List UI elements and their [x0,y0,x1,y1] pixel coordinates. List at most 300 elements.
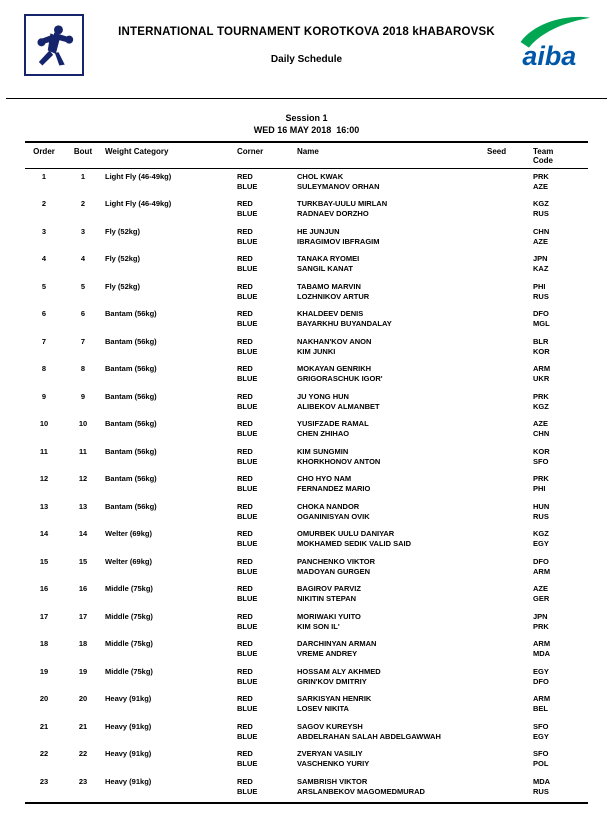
order-cell: 12 [39,474,49,483]
bout-row-red [25,664,588,677]
corner-cell: RED [237,639,253,648]
bout-cell: 9 [80,391,86,401]
order-cell: 19 [39,666,49,676]
seed-cell [485,719,531,732]
order-cell: 5 [41,281,47,291]
bout-cell: 6 [80,309,86,318]
bout-cell: 21 [78,721,88,731]
name-cell: LOZHNIKOV ARTUR [297,291,370,301]
bout-row-blue [25,787,588,803]
team-cell: PRK [533,391,549,401]
bout-row-red [25,252,588,265]
seed-cell [485,637,531,650]
bout-cell [63,567,103,582]
order-cell: 22 [39,749,49,758]
team-cell: EGY [533,731,549,741]
name-cell: OMURBEK UULU DANIYAR [297,529,395,538]
corner-cell: BLUE [237,731,258,741]
weight-cell: Light Fly (46-49kg) [105,199,172,208]
order-cell: 2 [41,199,47,208]
corner-cell: RED [237,364,253,373]
weight-cell: Fly (52kg) [105,281,141,291]
corner-cell: RED [237,584,253,593]
order-cell [25,319,63,334]
order-cell: 3 [41,226,47,236]
seed-cell [485,279,531,292]
weight-cell [103,759,235,774]
seed-cell [485,362,531,375]
bout-row-red [25,334,588,347]
team-cell: KOR [533,446,550,456]
col-order: Order [33,147,55,156]
order-cell: 17 [39,611,49,621]
order-cell: 16 [39,584,49,593]
bout-row-blue [25,402,588,417]
name-cell: HE JUNJUN [297,226,340,236]
order-cell: 14 [39,529,49,538]
col-name: Name [297,147,319,156]
order-cell [25,484,63,499]
bout-cell: 15 [78,556,88,566]
seed-cell [485,182,531,197]
order-cell [25,347,63,362]
bout-cell [63,484,103,499]
team-cell: RUS [533,786,549,796]
seed-cell [485,347,531,362]
corner-cell: RED [237,171,253,181]
col-team-line1: Team [533,147,554,156]
order-cell: 4 [41,254,47,263]
bout-row-red [25,362,588,375]
bout-row-blue [25,539,588,554]
bout-row-blue [25,237,588,252]
bout-cell [63,264,103,279]
name-cell: LOSEV NIKITA [297,704,349,713]
bout-cell: 3 [80,226,86,236]
bout-row-blue [25,374,588,389]
bout-row-red [25,499,588,512]
bout-cell [63,622,103,637]
name-cell: MADOYAN GURGEN [297,566,371,576]
bout-cell [63,649,103,664]
team-cell: ARM [533,364,551,373]
seed-cell [485,484,531,499]
corner-cell: RED [237,281,253,291]
bout-cell: 2 [80,199,86,208]
bout-row-blue [25,677,588,692]
name-cell: VREME ANDREY [297,649,358,658]
order-cell: 18 [39,639,49,648]
name-cell: CHEN ZHIHAO [297,429,350,438]
weight-cell: Bantam (56kg) [105,336,157,346]
weight-cell: Middle (75kg) [105,611,153,621]
order-cell [25,374,63,389]
bout-cell: 19 [78,666,88,676]
seed-cell [485,374,531,389]
weight-cell: Fly (52kg) [105,226,141,236]
bout-cell [63,732,103,747]
name-cell: HOSSAM ALY AKHMED [297,666,381,676]
seed-cell [485,704,531,719]
col-team-line2: Code [533,156,553,165]
name-cell: RADNAEV DORZHO [297,209,369,218]
weight-cell: Middle (75kg) [105,639,153,648]
bout-row-red [25,444,588,457]
weight-cell [103,539,235,554]
corner-cell: RED [237,199,253,208]
aiba-logo [515,12,593,76]
corner-cell: RED [237,611,253,621]
seed-cell [485,429,531,444]
bout-cell: 4 [80,254,86,263]
corner-cell: RED [237,501,253,511]
weight-cell [103,429,235,444]
seed-cell [485,417,531,430]
order-cell [25,512,63,527]
seed-cell [485,457,531,472]
corner-cell: BLUE [237,181,258,191]
order-cell: 10 [39,419,49,428]
order-cell [25,622,63,637]
name-cell: GRIN'KOV DMITRIY [297,676,367,686]
bout-row-red [25,279,588,292]
order-cell: 6 [41,309,47,318]
corner-cell: BLUE [237,594,258,603]
order-cell [25,649,63,664]
team-cell: AZE [533,236,548,246]
name-cell: KHORKHONOV ANTON [297,456,381,466]
name-cell: OGANINISYAN OVIK [297,511,370,521]
bout-cell [63,457,103,472]
seed-cell [485,567,531,582]
corner-cell: RED [237,309,253,318]
corner-cell: BLUE [237,346,258,356]
bout-row-blue [25,512,588,527]
col-seed: Seed [487,147,507,156]
bout-row-blue [25,594,588,609]
bout-row-red [25,169,588,182]
order-cell [25,209,63,224]
team-cell: MDA [533,776,551,786]
weight-cell [103,484,235,499]
seed-cell [485,692,531,705]
page-title: INTERNATIONAL TOURNAMENT KOROTKOVA 2018 kHABAROVSK [118,26,495,38]
document-header [0,0,613,92]
corner-cell: BLUE [237,374,258,383]
team-cell: PHI [533,484,546,493]
corner-cell: BLUE [237,621,258,631]
corner-cell: BLUE [237,704,258,713]
boxer-icon [29,19,79,71]
table-header-row [25,142,588,169]
corner-cell: BLUE [237,291,258,301]
bout-row-blue [25,732,588,747]
team-cell: AZE [533,419,548,428]
weight-cell [103,374,235,389]
seed-cell [485,499,531,512]
bout-cell: 22 [78,749,88,758]
bout-row-red [25,747,588,760]
team-cell: BEL [533,704,548,713]
name-cell: GRIGORASCHUK IGOR' [297,374,383,383]
corner-cell: RED [237,749,253,758]
seed-cell [485,774,531,787]
weight-cell [103,237,235,252]
bout-row-blue [25,622,588,637]
corner-cell: RED [237,721,253,731]
corner-cell: BLUE [237,511,258,521]
team-cell: GER [533,594,550,603]
corner-cell: BLUE [237,456,258,466]
bout-cell [63,402,103,417]
bout-cell [63,319,103,334]
bout-row-red [25,389,588,402]
order-cell [25,732,63,747]
weight-cell: Light Fly (46-49kg) [105,171,172,181]
weight-cell [103,649,235,664]
name-cell: MORIWAKI YUITO [297,611,361,621]
corner-cell: BLUE [237,209,258,218]
seed-cell [485,209,531,224]
team-cell: DFO [533,676,549,686]
bout-cell: 5 [80,281,86,291]
weight-cell [103,704,235,719]
col-corner: Corner [237,147,264,156]
team-cell: DFO [533,309,549,318]
team-cell: KGZ [533,529,549,538]
name-cell: ABDELRAHAN SALAH ABDELGAWWAH [297,731,441,741]
weight-cell [103,567,235,582]
corner-cell: RED [237,446,253,456]
team-cell: KGZ [533,401,549,411]
weight-cell: Bantam (56kg) [105,364,157,373]
weight-cell [103,732,235,747]
order-cell: 20 [39,694,49,703]
name-cell: BAGIROV PARVIZ [297,584,361,593]
bout-row-red [25,417,588,430]
seed-cell [485,664,531,677]
name-cell: KIM SON IL' [297,621,340,631]
bout-cell [63,347,103,362]
team-cell: MDA [533,649,551,658]
seed-cell [485,527,531,540]
name-cell: MOKAYAN GENRIKH [297,364,372,373]
team-cell: EGY [533,539,549,548]
corner-cell: RED [237,474,253,483]
weight-cell: Heavy (91kg) [105,776,152,786]
weight-cell [103,594,235,609]
col-team-code [531,142,588,169]
corner-cell: BLUE [237,676,258,686]
name-cell: TANAKA RYOMEI [297,254,360,263]
seed-cell [485,759,531,774]
weight-cell [103,182,235,197]
order-cell [25,402,63,417]
corner-cell: RED [237,776,253,786]
weight-cell: Bantam (56kg) [105,419,157,428]
seed-cell [485,252,531,265]
bout-cell [63,237,103,252]
bout-row-red [25,719,588,732]
bout-row-blue [25,264,588,279]
weight-cell [103,319,235,334]
bout-row-red [25,472,588,485]
name-cell: DARCHINYAN ARMAN [297,639,377,648]
order-cell [25,567,63,582]
weight-cell [103,512,235,527]
schedule-body [25,169,588,803]
bout-cell [63,429,103,444]
bout-row-blue [25,292,588,307]
seed-cell [485,787,531,803]
name-cell: PANCHENKO VIKTOR [297,556,376,566]
seed-cell [485,237,531,252]
corner-cell: BLUE [237,401,258,411]
name-cell: NIKITIN STEPAN [297,594,357,603]
name-cell: SULEYMANOV ORHAN [297,181,380,191]
weight-cell: Welter (69kg) [105,529,152,538]
order-cell: 15 [39,556,49,566]
team-cell: RUS [533,209,549,218]
corner-cell: RED [237,666,253,676]
session-title: Session 1 [285,113,328,123]
team-cell: MGL [533,319,550,328]
order-cell [25,264,63,279]
order-cell [25,539,63,554]
team-cell: PHI [533,281,546,291]
bout-cell: 23 [78,776,88,786]
bout-row-red [25,307,588,320]
team-cell: KAZ [533,264,549,273]
weight-cell [103,457,235,472]
seed-cell [485,472,531,485]
bout-row-blue [25,567,588,582]
corner-cell: RED [237,226,253,236]
seed-cell [485,732,531,747]
seed-cell [485,747,531,760]
seed-cell [485,594,531,609]
seed-cell [485,402,531,417]
order-cell: 21 [39,721,49,731]
bout-row-blue [25,319,588,334]
order-cell [25,704,63,719]
corner-cell: BLUE [237,236,258,246]
weight-cell: Heavy (91kg) [105,749,152,758]
order-cell [25,429,63,444]
team-cell: CHN [533,226,550,236]
bout-cell: 12 [78,474,88,483]
bout-cell: 18 [78,639,88,648]
bout-cell: 11 [79,446,87,456]
session-block [0,112,613,136]
bout-cell: 10 [78,419,88,428]
seed-cell [485,554,531,567]
order-cell [25,237,63,252]
team-cell: RUS [533,291,549,301]
order-cell [25,594,63,609]
team-cell: POL [533,759,549,768]
seed-cell [485,622,531,637]
seed-cell [485,609,531,622]
name-cell: BAYARKHU BUYANDALAY [297,319,392,328]
weight-cell [103,264,235,279]
corner-cell: BLUE [237,539,258,548]
name-cell: ARSLANBEKOV MAGOMEDMURAD [297,786,425,796]
name-cell: MOKHAMED SEDIK VALID SAID [297,539,412,548]
corner-cell: BLUE [237,649,258,658]
seed-cell [485,334,531,347]
weight-cell: Middle (75kg) [105,584,153,593]
seed-cell [485,264,531,279]
team-cell: JPN [533,254,548,263]
order-cell [25,292,63,307]
weight-cell: Bantam (56kg) [105,446,157,456]
bout-cell: 7 [80,336,86,346]
team-cell: AZE [533,181,548,191]
name-cell: ALIBEKOV ALMANBET [297,401,380,411]
weight-cell: Bantam (56kg) [105,309,157,318]
order-cell: 23 [39,776,49,786]
bout-row-blue [25,182,588,197]
bout-row-red [25,582,588,595]
team-cell: ARM [533,694,551,703]
corner-cell: BLUE [237,484,258,493]
corner-cell: BLUE [237,429,258,438]
weight-cell: Heavy (91kg) [105,694,152,703]
name-cell: SAGOV KUREYSH [297,721,363,731]
corner-cell: RED [237,336,253,346]
header-divider [6,98,607,99]
bout-cell [63,594,103,609]
session-datetime: WED 16 MAY 2018 16:00 [253,125,360,135]
corner-cell: RED [237,419,253,428]
seed-cell [485,292,531,307]
bout-row-red [25,197,588,210]
seed-cell [485,512,531,527]
boxing-logo [24,14,84,76]
name-cell: SANGIL KANAT [297,264,353,273]
name-cell: CHOKA NANDOR [297,501,360,511]
seed-cell [485,539,531,554]
team-cell: ARM [533,566,551,576]
name-cell: CHOL KWAK [297,171,344,181]
order-cell: 13 [39,501,49,511]
seed-cell [485,169,531,182]
team-cell: ARM [533,639,551,648]
col-bout: Bout [73,147,93,156]
order-cell: 7 [41,336,47,346]
bout-cell [63,759,103,774]
aiba-wordmark: aiba [522,41,577,72]
corner-cell: BLUE [237,759,258,768]
bout-cell [63,209,103,224]
bout-cell [63,374,103,389]
team-cell: BLR [533,336,549,346]
team-cell: PRK [533,171,549,181]
bout-cell: 8 [80,364,86,373]
weight-cell: Welter (69kg) [105,556,152,566]
team-cell: DFO [533,556,549,566]
corner-cell: RED [237,556,253,566]
order-cell: 11 [40,446,48,456]
seed-cell [485,582,531,595]
bout-row-blue [25,347,588,362]
bout-row-blue [25,759,588,774]
weight-cell: Bantam (56kg) [105,474,157,483]
weight-cell: Bantam (56kg) [105,501,157,511]
order-cell: 9 [41,391,47,401]
seed-cell [485,197,531,210]
